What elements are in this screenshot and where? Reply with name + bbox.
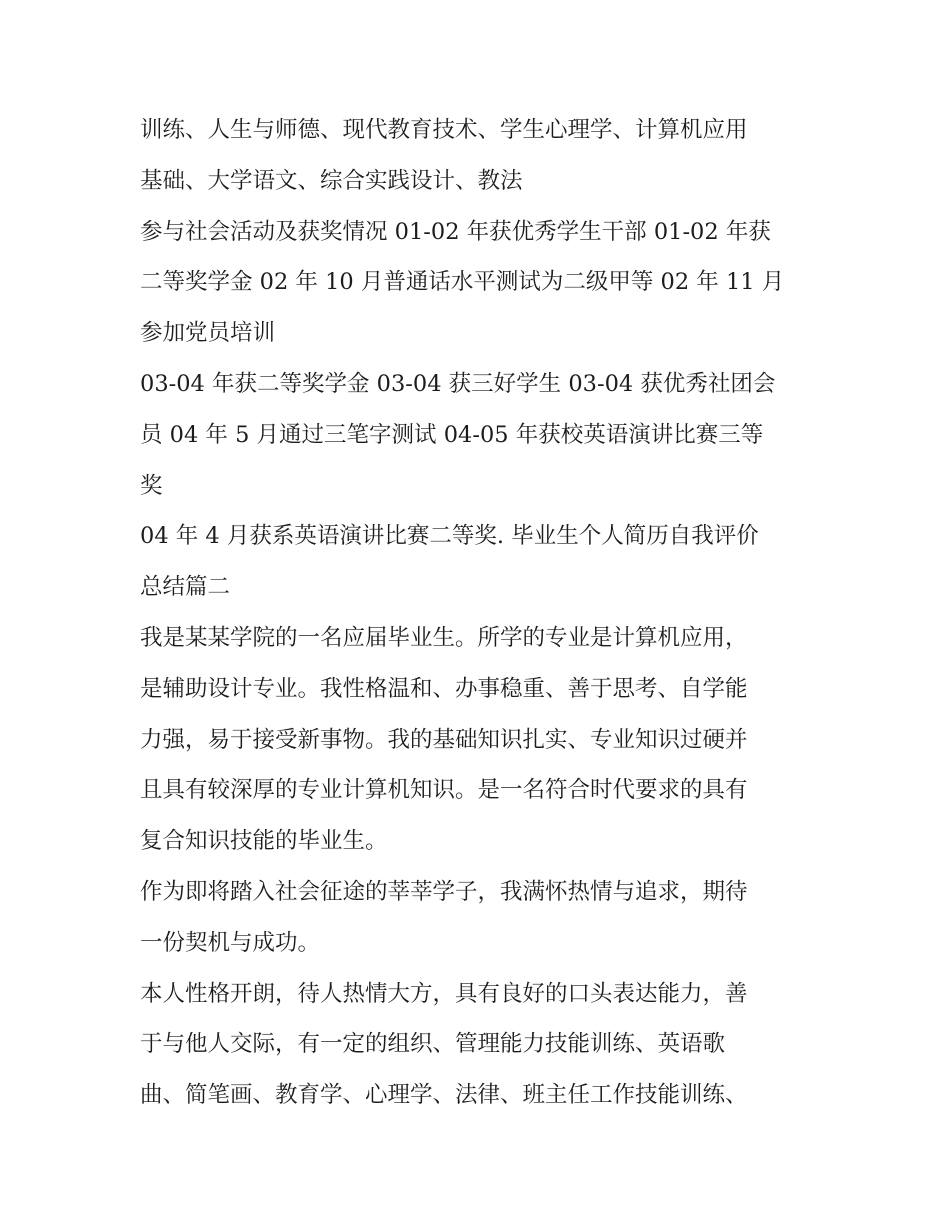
text-line: 参加党员培训 (140, 320, 276, 347)
section-heading-line: 总结篇二 (140, 574, 231, 601)
text-line: 员 04 年 5 月通过三笔字测试 04-05 年获校英语演讲比赛三等 (140, 421, 764, 448)
text-line: 二等奖学金 02 年 10 月普通话水平测试为二级甲等 02 年 11 月 (140, 269, 785, 296)
text-line: 本人性格开朗，待人热情大方，具有良好的口头表达能力，善 (140, 980, 748, 1007)
text-line: 复合知识技能的毕业生。 (140, 828, 388, 855)
text-line: 训练、人生与师德、现代教育技术、学生心理学、计算机应用 (140, 117, 748, 143)
text-line: 作为即将踏入社会征途的莘莘学子，我满怀热情与追求，期待 (140, 878, 748, 905)
text-line: 曲、简笔画、教育学、心理学、法律、班主任工作技能训练、 (140, 1082, 748, 1109)
text-line: 于与他人交际，有一定的组织、管理能力技能训练、英语歌 (140, 1031, 726, 1058)
text-line: 03-04 年获二等奖学金 03-04 获三好学生 03-04 获优秀社团会 (140, 370, 776, 397)
text-line: 力强，易于接受新事物。我的基础知识扎实、专业知识过硬并 (140, 726, 748, 753)
text-line: 奖 (140, 472, 163, 499)
text-line: 04 年 4 月获系英语演讲比赛二等奖. 毕业生个人简历自我评价 (140, 523, 759, 550)
text-line: 基础、大学语文、综合实践设计、教法 (140, 167, 523, 194)
text-line: 一份契机与成功。 (140, 929, 321, 956)
text-line: 是辅助设计专业。我性格温和、办事稳重、善于思考、自学能 (140, 675, 748, 702)
text-line: 参与社会活动及获奖情况 01-02 年获优秀学生干部 01-02 年获 (140, 218, 771, 245)
body-text (140, 105, 820, 1121)
text-line: 我是某某学院的一名应届毕业生。所学的专业是计算机应用， (140, 624, 748, 651)
text-line: 且具有较深厚的专业计算机知识。是一名符合时代要求的具有 (140, 777, 748, 804)
